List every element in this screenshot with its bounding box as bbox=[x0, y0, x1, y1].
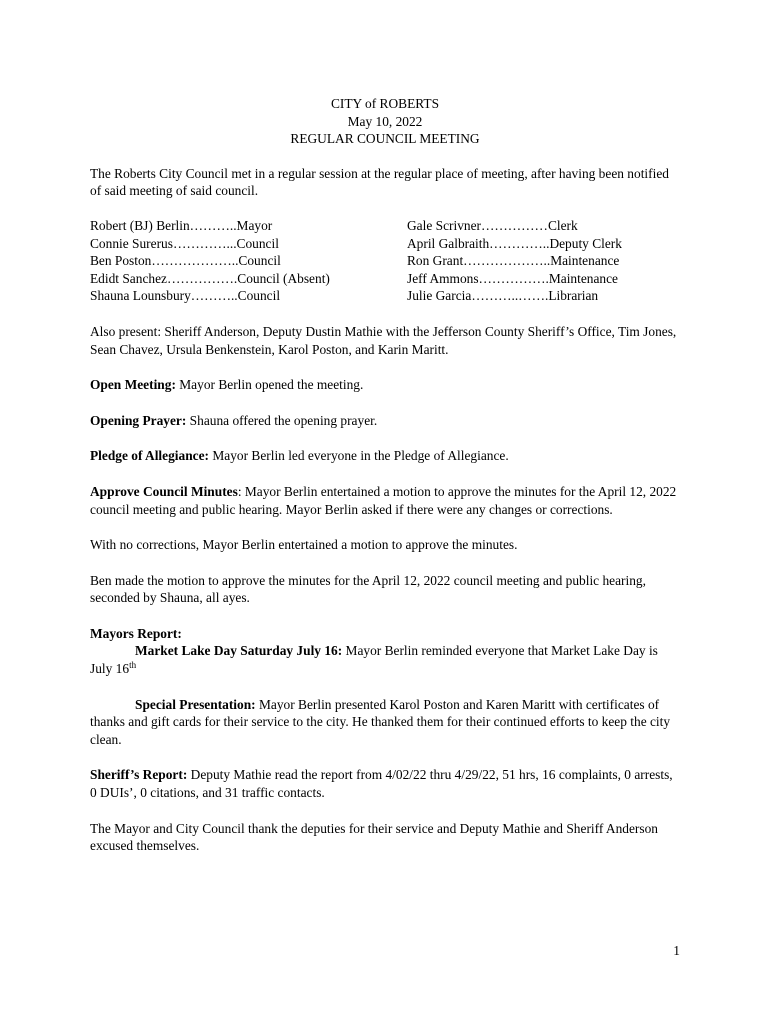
roster-entry: Jeff Ammons…………….Maintenance bbox=[407, 270, 618, 286]
staff-column bbox=[407, 217, 680, 305]
pledge-section bbox=[90, 447, 680, 465]
closing-paragraph: The Mayor and City Council thank the deputies for their service and Deputy Mathie and Sheriff Anderson excused themselves. bbox=[90, 820, 658, 854]
roster-entry: Gale Scrivner……………Clerk bbox=[407, 217, 578, 233]
roster-entry: Ron Grant………………..Maintenance bbox=[407, 253, 620, 269]
roster-entry: Connie Surerus…………...Council bbox=[90, 235, 279, 251]
section-label: Approve Council Minutes bbox=[90, 483, 238, 499]
roster-entry: Shauna Lounsbury………..Council bbox=[90, 288, 281, 304]
section-label: Open Meeting: bbox=[90, 377, 176, 393]
document-header bbox=[90, 95, 680, 148]
mayors-report-section bbox=[90, 625, 680, 749]
open-meeting-section bbox=[90, 376, 680, 394]
sheriff-report-section bbox=[90, 766, 680, 801]
approve-minutes-section bbox=[90, 483, 680, 518]
city-name: CITY of ROBERTS bbox=[330, 96, 440, 111]
section-text: Shauna offered the opening prayer. bbox=[186, 412, 378, 428]
meeting-type: REGULAR COUNCIL MEETING bbox=[290, 131, 480, 147]
item-label: Special Presentation: bbox=[135, 696, 256, 712]
council-members-column bbox=[90, 217, 407, 305]
section-label: Opening Prayer: bbox=[90, 412, 187, 428]
intro-paragraph: The Roberts City Council met in a regular session at the regular place of meeting, after having been notified of said meeting of said council. bbox=[90, 165, 669, 199]
mayors-report-heading: Mayors Report: bbox=[90, 625, 182, 641]
section-label: Pledge of Allegiance: bbox=[90, 448, 209, 464]
motion-paragraph: Ben made the motion to approve the minutes for the April 12, 2022 council meeting and public hearing, seconded by Shauna, all ayes. bbox=[90, 572, 646, 606]
roster-entry: April Galbraith…………..Deputy Clerk bbox=[407, 235, 622, 251]
page-number: 1 bbox=[673, 943, 680, 958]
item-text: Mayor Berlin presented Karol Poston and Karen Maritt with certificates of thanks and gift cards for their service to the city. He thanked them for their continued efforts to keep the city clean. bbox=[90, 696, 671, 747]
also-present-paragraph: Also present: Sheriff Anderson, Deputy Dustin Mathie with the Jefferson County Sheriff’s Office, Tim Jones, Sean Chavez, Ursula Benkenstein, Karol Poston, and Karin Maritt. bbox=[90, 323, 677, 357]
roster-entry: Robert (BJ) Berlin………..Mayor bbox=[90, 217, 273, 233]
special-presentation-item bbox=[90, 696, 680, 749]
opening-prayer-section bbox=[90, 412, 680, 430]
meeting-date: May 10, 2022 bbox=[347, 113, 423, 129]
section-text: : Mayor Berlin entertained a motion to approve the minutes for the April 12, 2022 council meeting and public hearing. Mayor Berlin asked if there were any changes or corrections. bbox=[90, 483, 677, 517]
item-text: Mayor Berlin reminded everyone that Market Lake Day is July 16 bbox=[90, 643, 658, 677]
ordinal-suffix: th bbox=[129, 660, 137, 671]
item-label: Market Lake Day Saturday July 16: bbox=[135, 643, 343, 659]
roster-entry: Ben Poston………………..Council bbox=[90, 253, 281, 269]
section-label: Sheriff’s Report: bbox=[90, 767, 188, 783]
no-corrections-paragraph: With no corrections, Mayor Berlin entertained a motion to approve the minutes. bbox=[90, 537, 518, 553]
roster-entry: Julie Garcia………..…….Librarian bbox=[407, 288, 599, 304]
section-text: Mayor Berlin opened the meeting. bbox=[175, 377, 364, 393]
section-text: Deputy Mathie read the report from 4/02/22 thru 4/29/22, 51 hrs, 16 complaints, 0 arrests, 0 DUIs’, 0 citations, and 31 traffic contacts. bbox=[90, 767, 673, 801]
section-text: Mayor Berlin led everyone in the Pledge of Allegiance. bbox=[209, 448, 509, 464]
market-lake-day-item bbox=[90, 642, 680, 677]
attendance-roster bbox=[90, 217, 680, 305]
roster-entry: Edidt Sanchez…………….Council (Absent) bbox=[90, 270, 330, 286]
